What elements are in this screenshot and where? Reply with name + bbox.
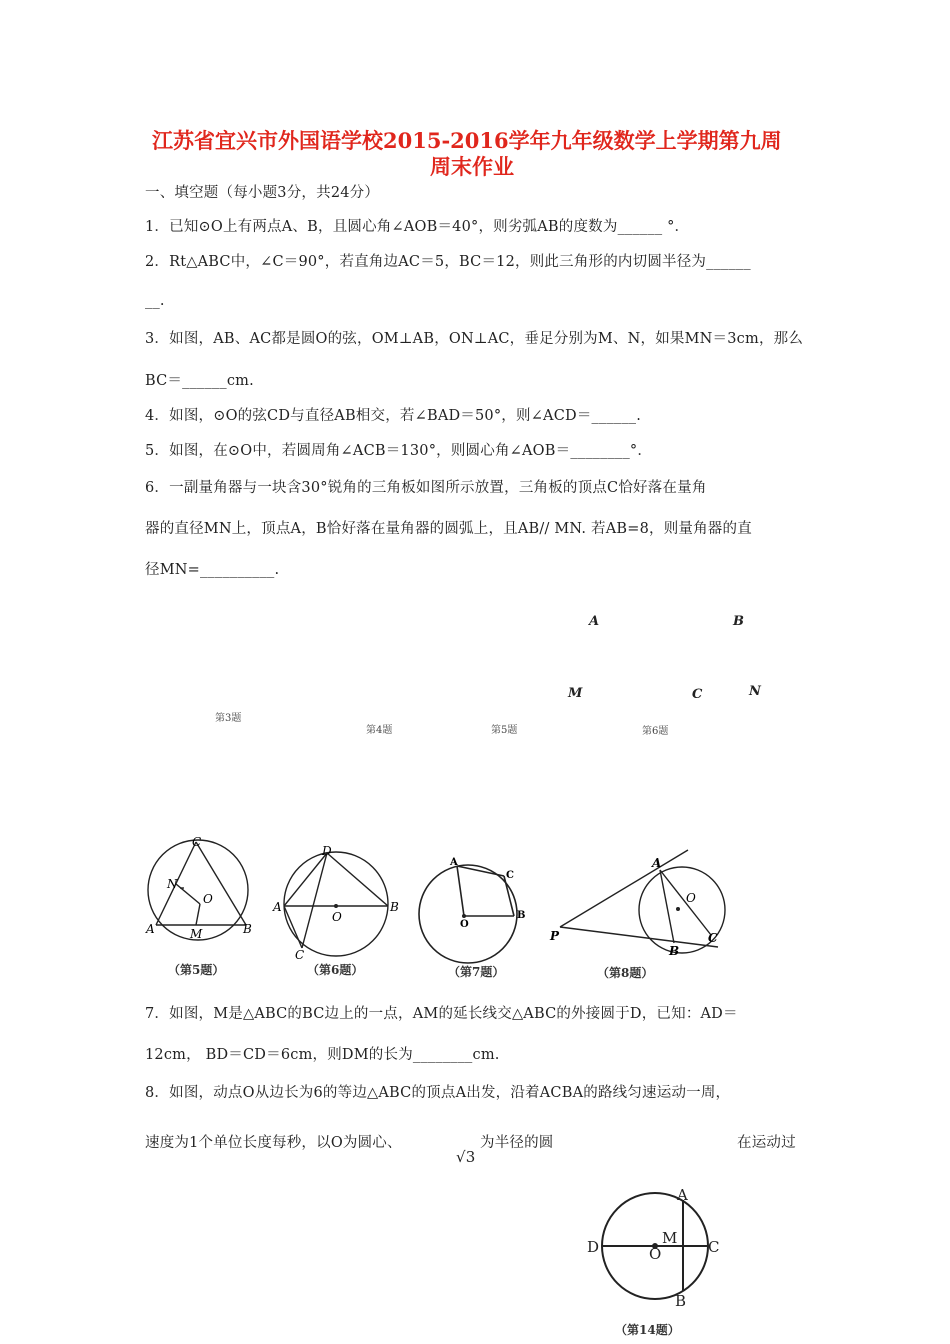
caption-q3: 第3题 [215,713,242,724]
svg-text:O: O [203,892,213,906]
question-8-line-2b: 为半径的圆 [480,1135,554,1151]
svg-text:B: B [243,922,252,936]
svg-text:A: A [652,856,662,870]
fig14-label-o: O [649,1245,662,1263]
question-5: 5．如图，在⊙O中，若圆周角∠ACB＝130°，则圆心角∠AOB＝________°． [145,443,653,459]
figure-caption-6: （第6题） [307,963,364,977]
fig14-label-c: C [708,1238,720,1256]
caption-q6: 第6题 [642,726,669,737]
question-7-line-2: 12cm， BD＝CD＝6cm，则DM的长为________cm. [145,1047,500,1063]
caption-q5: 第5题 [491,725,518,736]
figure-caption-14: （第14题） [615,1323,680,1337]
svg-text:C: C [506,870,514,881]
title-line-2: 周末作业 [430,154,514,179]
fig6-label-c: C [692,687,703,702]
fig6-label-n: N [749,684,761,699]
question-6-line-1: 6．一副量角器与一块含30°锐角的三角板如图所示放置，三角板的顶点C恰好落在量角 [145,480,707,496]
question-2-line-1: 2．Rt△ABC中，∠C＝90°，若直角边AC＝5，BC＝12，则此三角形的内切圆半径为______ [145,254,751,270]
figure-5-diagram [148,840,248,940]
question-1: 1．已知⊙O上有两点A、B，且圆心角∠AOB＝40°，则劣弧AB的度数为______ °． [145,219,690,235]
figure-7-diagram [419,865,517,963]
question-4: 4．如图，⊙O的弦CD与直径AB相交，若∠BAD＝50°，则∠ACD＝______. [145,408,642,424]
question-2-line-2: __. [145,293,165,309]
fig6-label-m: M [568,686,583,701]
figure-caption-8: （第8题） [597,966,654,980]
question-6-line-2: 器的直径MN上，顶点A，B恰好落在量角器的圆弧上，且AB// MN. 若AB=8，则量角器的直 [145,521,752,537]
svg-text:P: P [550,929,560,943]
svg-text:M: M [190,927,203,941]
section-heading: 一、填空题（每小题3分，共24分） [145,185,380,201]
svg-text:C: C [192,835,202,849]
svg-text:C: C [708,931,718,945]
question-8-line-1: 8．如图，动点O从边长为6的等边△ABC的顶点A出发，沿着ACBA的路线匀速运动一周， [145,1085,731,1101]
fig6-label-b: B [733,614,744,629]
question-7-line-1: 7．如图，M是△ABC的BC边上的一点，AM的延长线交△ABC的外接圆于D，已知：AD＝ [145,1006,738,1022]
svg-text:B: B [390,900,399,914]
question-8-line-2a: 速度为1个单位长度每秒，以O为圆心、 [145,1135,402,1151]
question-3-line-2: BC＝______cm. [145,373,254,389]
sqrt-three: √3 [456,1148,476,1166]
fig14-label-a: A [677,1186,688,1204]
fig14-label-m: M [662,1229,678,1247]
svg-text:O: O [460,919,469,930]
figure-caption-7: （第7题） [448,965,505,979]
svg-text:B: B [669,944,680,958]
svg-text:A: A [450,857,458,868]
title-line-1: 江苏省宜兴市外国语学校2015-2016学年九年级数学上学期第九周 [152,128,782,153]
fig14-label-b: B [675,1292,687,1310]
question-3-line-1: 3．如图，AB、AC都是圆O的弦，OM⊥AB，ON⊥AC，垂足分别为M、N，如果MN＝3cm，那么 [145,331,804,347]
svg-text:N: N [167,877,178,891]
svg-text:O: O [332,910,342,924]
question-8-line-2c: 在运动过 [737,1135,796,1151]
caption-q4: 第4题 [366,725,393,736]
svg-text:A: A [146,922,155,936]
svg-text:B: B [517,910,526,921]
figure-caption-5: （第5题） [168,963,225,977]
question-6-line-3: 径MN=__________. [145,562,280,578]
figure-8-diagram [560,850,725,953]
svg-text:A: A [273,900,282,914]
fig14-label-d: D [587,1238,600,1256]
svg-text:O: O [686,891,696,905]
svg-text:D: D [322,844,332,858]
fig6-label-a: A [589,614,600,629]
svg-text:C: C [295,948,305,962]
